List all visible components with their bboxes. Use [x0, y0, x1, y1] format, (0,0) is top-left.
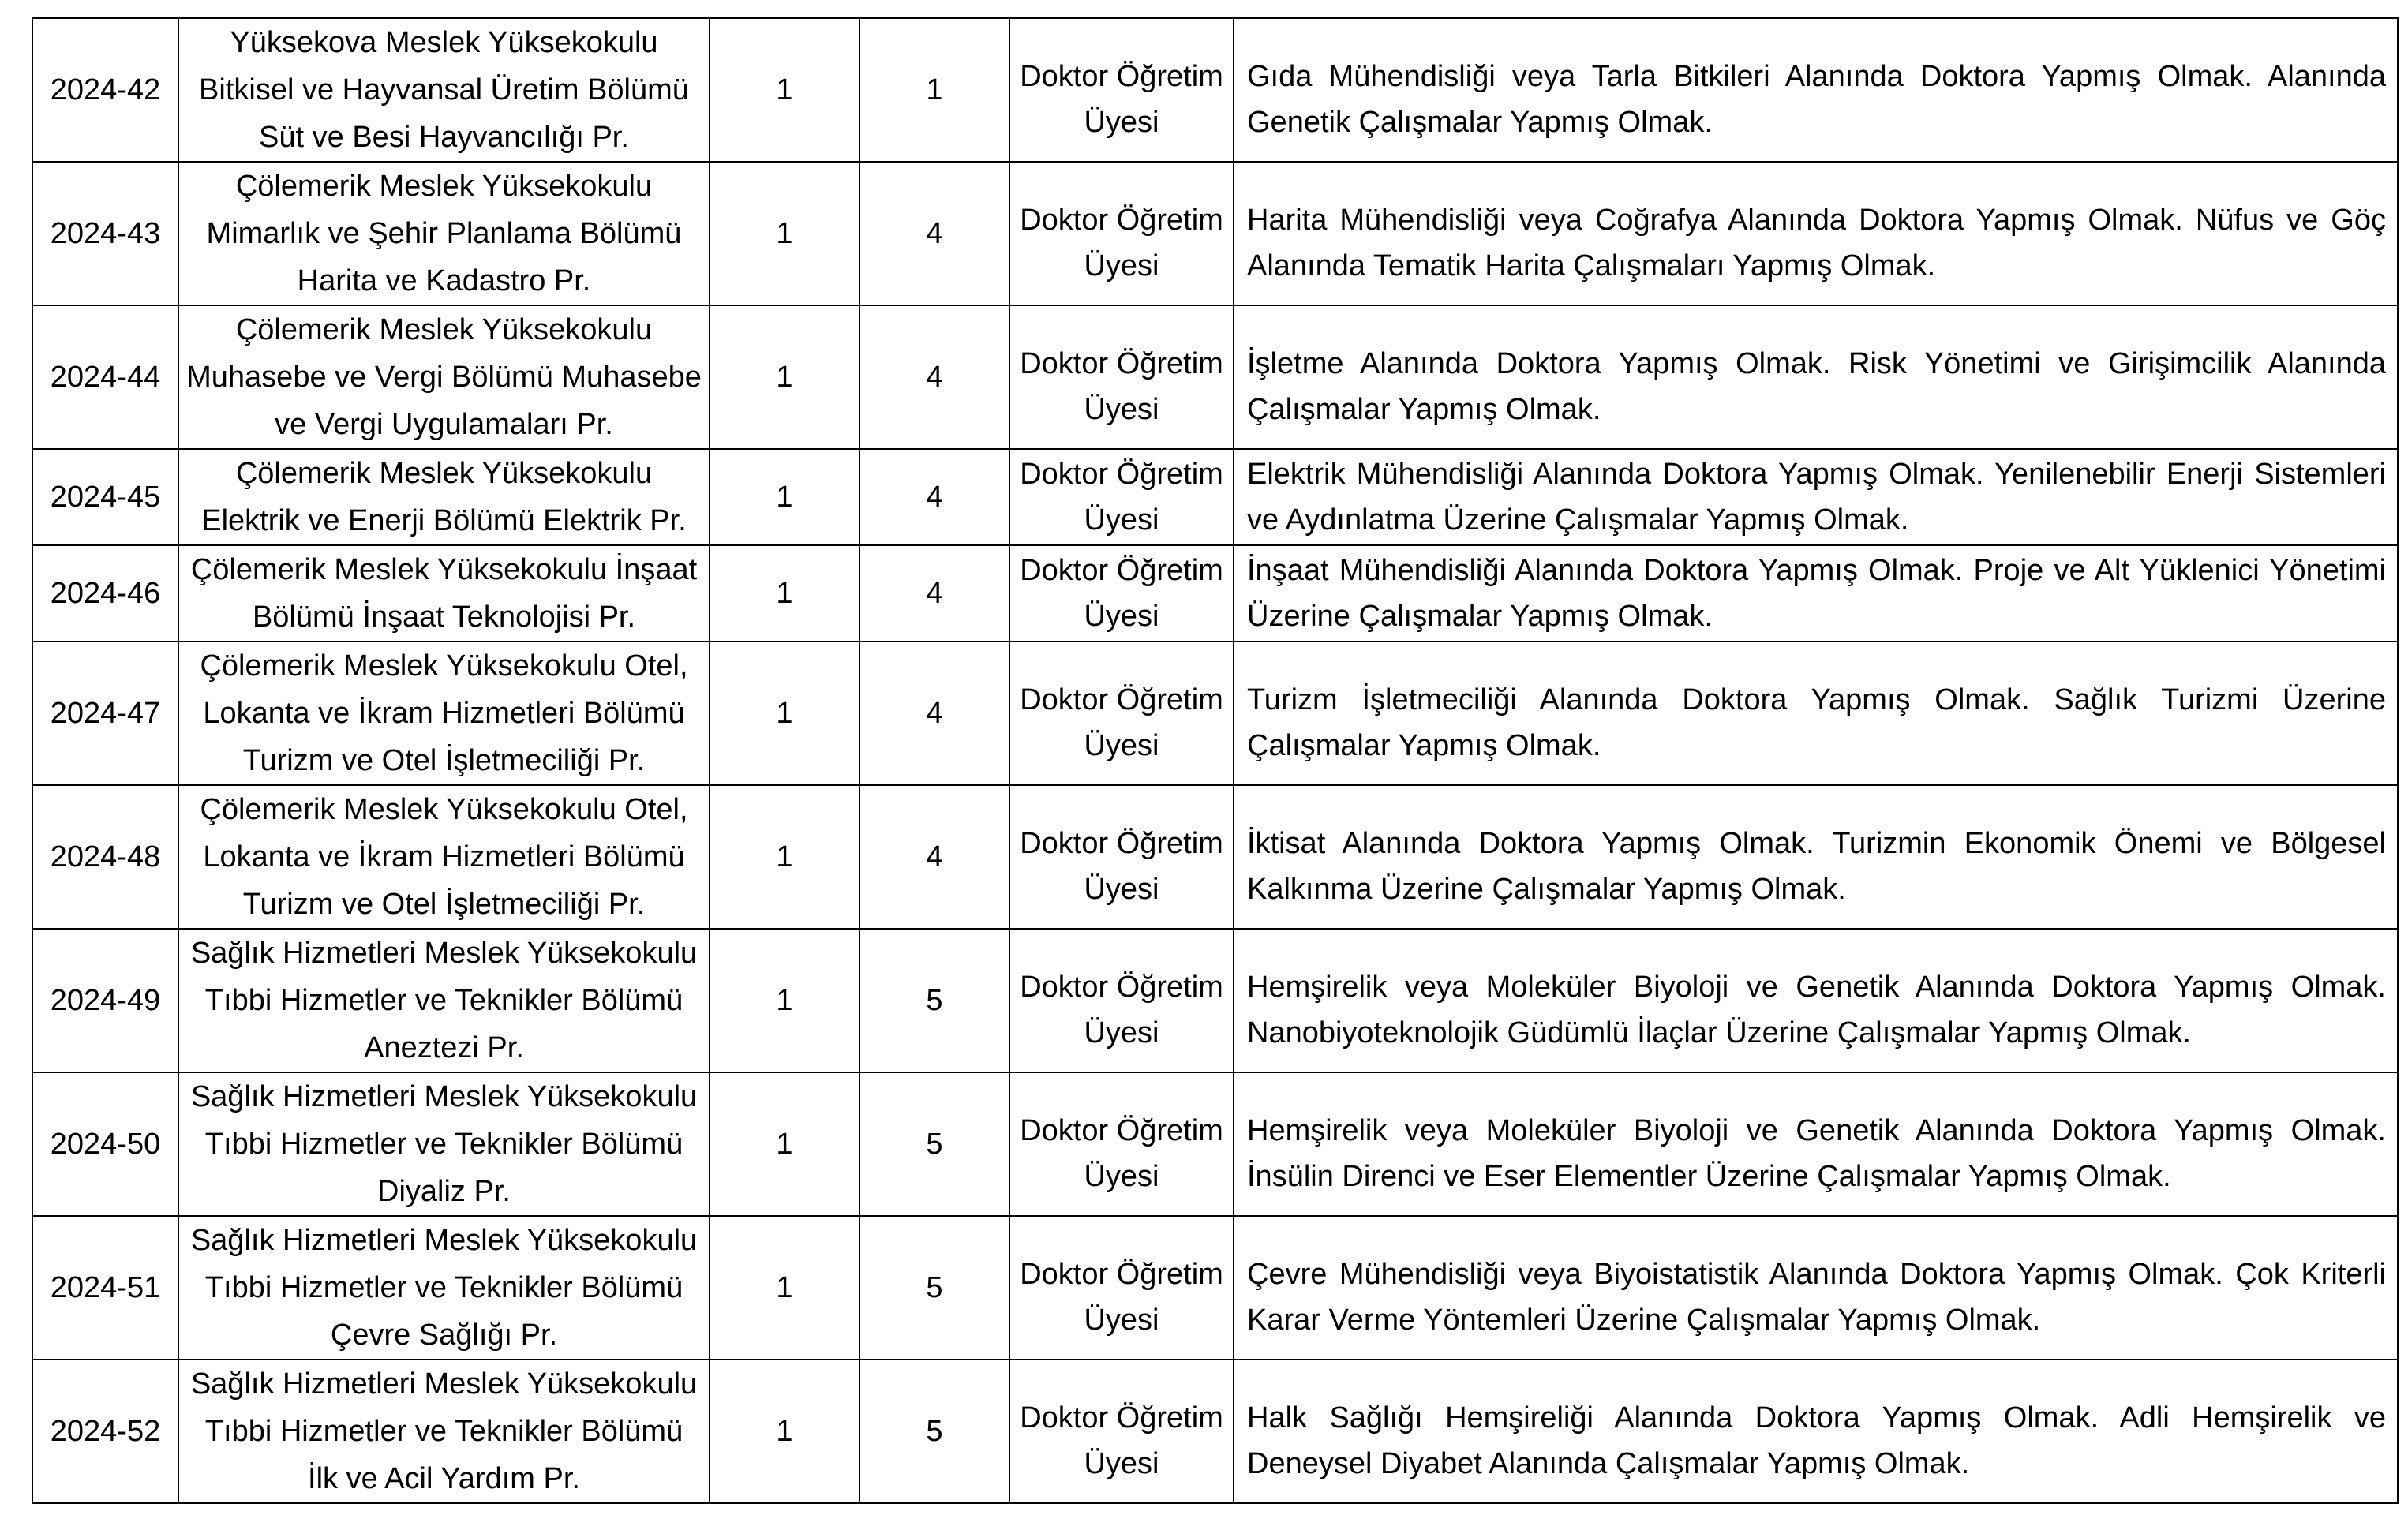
ilan-code-cell: 2024-44 [32, 305, 178, 449]
title-cell: Doktor Öğretim Üyesi [1009, 785, 1234, 929]
table-row [32, 642, 2398, 785]
unit-line: Mimarlık ve Şehir Planlama Bölümü [206, 217, 682, 250]
unit-line: Sağlık Hizmetleri Meslek Yüksekokulu [190, 1080, 698, 1113]
title-cell: Doktor Öğretim Üyesi [1009, 1072, 1234, 1216]
count-cell: 1 [710, 545, 859, 642]
level-cell: 4 [859, 642, 1009, 785]
title-cell: Doktor Öğretim Üyesi [1009, 545, 1234, 642]
unit-line: Tıbbi Hizmetler ve Teknikler Bölümü [204, 1415, 683, 1448]
unit-line: Sağlık Hizmetleri Meslek Yüksekokulu [190, 1224, 698, 1257]
table-row [32, 1216, 2398, 1360]
unit-line: Çevre Sağlığı Pr. [330, 1319, 558, 1352]
title-cell: Doktor Öğretim Üyesi [1009, 1360, 1234, 1503]
requirement-cell: Harita Mühendisliği veya Coğrafya Alanında Doktora Yapmış Olmak. Nüfus ve Göç Alanında Tematik Harita Çalışmaları Yapmış Olmak. [1234, 162, 2398, 305]
title-cell: Doktor Öğretim Üyesi [1009, 1216, 1234, 1360]
requirement-cell: İktisat Alanında Doktora Yapmış Olmak. Turizmin Ekonomik Önemi ve Bölgesel Kalkınma Üzerine Çalışmalar Yapmış Olmak. [1234, 785, 2398, 929]
level-cell: 5 [859, 1360, 1009, 1503]
table-row [32, 305, 2398, 449]
unit-line: Turizm ve Otel İşletmeciliği Pr. [242, 888, 646, 921]
title-cell: Doktor Öğretim Üyesi [1009, 449, 1234, 545]
title-cell: Doktor Öğretim Üyesi [1009, 642, 1234, 785]
level-cell: 1 [859, 18, 1009, 162]
unit-line: Lokanta ve İkram Hizmetleri Bölümü [203, 697, 685, 730]
unit-line: Sağlık Hizmetleri Meslek Yüksekokulu [190, 1367, 698, 1401]
unit-line: Yüksekova Meslek Yüksekokulu [230, 26, 658, 59]
table-row [32, 449, 2398, 545]
requirement-cell: İnşaat Mühendisliği Alanında Doktora Yapmış Olmak. Proje ve Alt Yüklenici Yönetimi Üzerine Çalışmalar Yapmış Olmak. [1234, 545, 2398, 642]
ilan-code-cell: 2024-47 [32, 642, 178, 785]
ilan-code-cell: 2024-49 [32, 929, 178, 1072]
requirement-cell: Turizm İşletmeciliği Alanında Doktora Yapmış Olmak. Sağlık Turizmi Üzerine Çalışmalar Yapmış Olmak. [1234, 642, 2398, 785]
table-row [32, 929, 2398, 1072]
level-cell: 5 [859, 1216, 1009, 1360]
unit-line: Aneztezi Pr. [364, 1031, 524, 1064]
ilan-code-cell: 2024-51 [32, 1216, 178, 1360]
unit-line: Elektrik ve Enerji Bölümü Elektrik Pr. [201, 504, 687, 537]
unit-line: Çölemerik Meslek Yüksekokulu Otel, [200, 649, 688, 683]
unit-cell [178, 785, 710, 929]
unit-cell [178, 305, 710, 449]
table-row [32, 545, 2398, 642]
level-cell: 5 [859, 929, 1009, 1072]
level-cell: 4 [859, 305, 1009, 449]
count-cell: 1 [710, 162, 859, 305]
level-cell: 4 [859, 785, 1009, 929]
requirement-cell: Gıda Mühendisliği veya Tarla Bitkileri Alanında Doktora Yapmış Olmak. Alanında Genetik Çalışmalar Yapmış Olmak. [1234, 18, 2398, 162]
unit-line: Bölümü İnşaat Teknolojisi Pr. [252, 600, 636, 634]
table-row [32, 1360, 2398, 1503]
title-cell: Doktor Öğretim Üyesi [1009, 18, 1234, 162]
title-cell: Doktor Öğretim Üyesi [1009, 929, 1234, 1072]
unit-line: Muhasebe ve Vergi Bölümü Muhasebe [186, 361, 702, 394]
unit-cell [178, 1360, 710, 1503]
table-row [32, 785, 2398, 929]
count-cell: 1 [710, 929, 859, 1072]
count-cell: 1 [710, 1360, 859, 1503]
table-row [32, 162, 2398, 305]
ilan-code-cell: 2024-42 [32, 18, 178, 162]
table-row [32, 1072, 2398, 1216]
count-cell: 1 [710, 1216, 859, 1360]
ilan-code-cell: 2024-50 [32, 1072, 178, 1216]
ilan-code-cell: 2024-46 [32, 545, 178, 642]
count-cell: 1 [710, 1072, 859, 1216]
unit-cell [178, 929, 710, 1072]
unit-line: Çölemerik Meslek Yüksekokulu [235, 313, 653, 346]
unit-line: Harita ve Kadastro Pr. [297, 264, 591, 297]
requirement-cell: İşletme Alanında Doktora Yapmış Olmak. Risk Yönetimi ve Girişimcilik Alanında Çalışmalar Yapmış Olmak. [1234, 305, 2398, 449]
ilan-code-cell: 2024-48 [32, 785, 178, 929]
count-cell: 1 [710, 449, 859, 545]
unit-line: Tıbbi Hizmetler ve Teknikler Bölümü [204, 984, 683, 1017]
ilan-code-cell: 2024-43 [32, 162, 178, 305]
table-row [32, 18, 2398, 162]
positions-table-body [32, 18, 2398, 1503]
count-cell: 1 [710, 785, 859, 929]
ilan-code-cell: 2024-52 [32, 1360, 178, 1503]
level-cell: 5 [859, 1072, 1009, 1216]
requirement-cell: Çevre Mühendisliği veya Biyoistatistik Alanında Doktora Yapmış Olmak. Çok Kriterli Karar Verme Yöntemleri Üzerine Çalışmalar Yapmış Olmak. [1234, 1216, 2398, 1360]
requirement-cell: Hemşirelik veya Moleküler Biyoloji ve Genetik Alanında Doktora Yapmış Olmak. Nanobiyoteknolojik Güdümlü İlaçlar Üzerine Çalışmalar Yapmış Olmak. [1234, 929, 2398, 1072]
unit-line: Tıbbi Hizmetler ve Teknikler Bölümü [204, 1128, 683, 1161]
level-cell: 4 [859, 162, 1009, 305]
level-cell: 4 [859, 545, 1009, 642]
requirement-cell: Halk Sağlığı Hemşireliği Alanında Doktora Yapmış Olmak. Adli Hemşirelik ve Deneysel Diyabet Alanında Çalışmalar Yapmış Olmak. [1234, 1360, 2398, 1503]
count-cell: 1 [710, 642, 859, 785]
unit-cell [178, 449, 710, 545]
unit-line: Sağlık Hizmetleri Meslek Yüksekokulu [190, 937, 698, 970]
unit-cell [178, 545, 710, 642]
unit-line: Çölemerik Meslek Yüksekokulu [235, 457, 653, 490]
count-cell: 1 [710, 305, 859, 449]
unit-cell [178, 1072, 710, 1216]
unit-line: Çölemerik Meslek Yüksekokulu Otel, [200, 793, 688, 826]
unit-cell [178, 18, 710, 162]
unit-cell [178, 162, 710, 305]
unit-line: Bitkisel ve Hayvansal Üretim Bölümü [199, 73, 689, 107]
level-cell: 4 [859, 449, 1009, 545]
requirement-cell: Elektrik Mühendisliği Alanında Doktora Yapmış Olmak. Yenilenebilir Enerji Sistemleri ve Aydınlatma Üzerine Çalışmalar Yapmış Olmak. [1234, 449, 2398, 545]
unit-cell [178, 1216, 710, 1360]
unit-line: Çölemerik Meslek Yüksekokulu [235, 170, 653, 203]
requirement-cell: Hemşirelik veya Moleküler Biyoloji ve Genetik Alanında Doktora Yapmış Olmak. İnsülin Direnci ve Eser Elementler Üzerine Çalışmalar Yapmış Olmak. [1234, 1072, 2398, 1216]
title-cell: Doktor Öğretim Üyesi [1009, 162, 1234, 305]
title-cell: Doktor Öğretim Üyesi [1009, 305, 1234, 449]
unit-line: Tıbbi Hizmetler ve Teknikler Bölümü [204, 1271, 683, 1304]
unit-line: İlk ve Acil Yardım Pr. [308, 1462, 580, 1495]
unit-line: Diyaliz Pr. [377, 1175, 511, 1208]
unit-line: Süt ve Besi Hayvancılığı Pr. [259, 121, 629, 154]
unit-line: ve Vergi Uygulamaları Pr. [275, 408, 613, 441]
unit-cell [178, 642, 710, 785]
unit-line: Turizm ve Otel İşletmeciliği Pr. [242, 744, 646, 777]
positions-table [32, 17, 2399, 1504]
unit-line: Çölemerik Meslek Yüksekokulu İnşaat [190, 553, 698, 586]
ilan-code-cell: 2024-45 [32, 449, 178, 545]
unit-line: Lokanta ve İkram Hizmetleri Bölümü [203, 840, 685, 873]
count-cell: 1 [710, 18, 859, 162]
